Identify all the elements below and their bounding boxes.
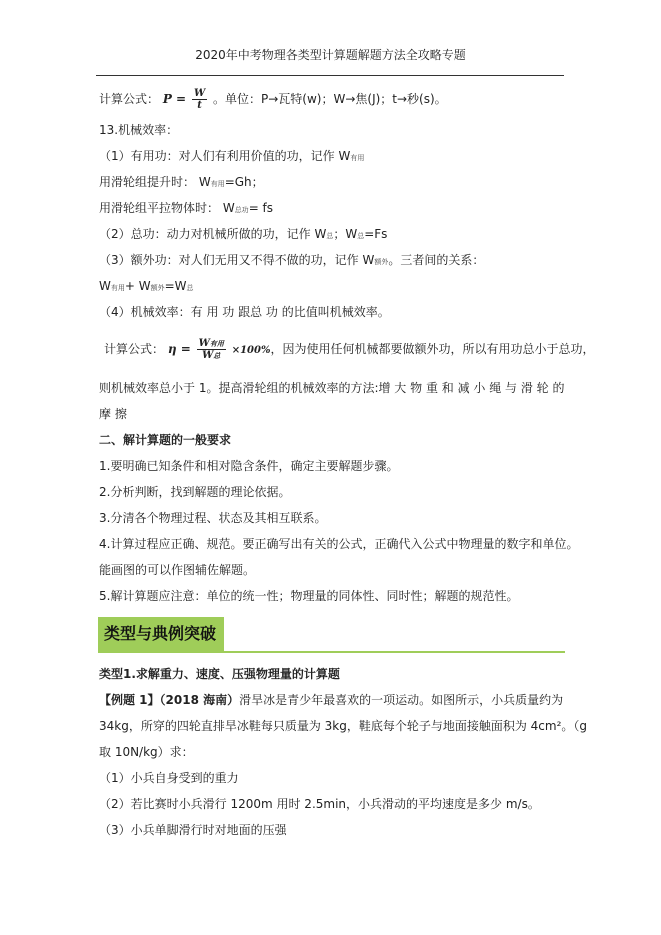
relation-line: [99, 278, 194, 296]
power-formula-line: [99, 88, 447, 111]
eta-formula-label: 计算公式：: [104, 342, 165, 356]
requirement-item: 能画图的可以作图辅佐解题。: [99, 563, 256, 577]
total-work-def: [99, 226, 387, 244]
eta-denominator: [197, 350, 226, 361]
eta-numerator: [197, 338, 226, 350]
example-line-2: 34kg，所穿的四轮直排旱冰鞋每只质量为 3kg，鞋底每个轮子与地面接触面积为 4cm²。（g: [99, 719, 588, 733]
requirement-item: 4.计算过程应正确、规范。要正确写出有关的公式，正确代入公式中物理量的数字和单位。: [99, 537, 579, 551]
question-1: （1）小兵自身受到的重力: [99, 771, 239, 785]
requirement-item: 1.要明确已知条件和相对隐含条件，确定主要解题步骤。: [99, 459, 399, 473]
relation-plus: + W: [124, 279, 151, 293]
pull-label: 用滑轮组平拉物体时： W: [99, 201, 235, 215]
requirement-item: 2.分析判断，找到解题的理论依据。: [99, 485, 291, 499]
efficiency-title: 13.机械效率：: [99, 123, 179, 137]
formula-label: 计算公式：: [99, 92, 160, 106]
power-units: 。单位：P→瓦特(w)；W→焦(J)；t→秒(s)。: [213, 92, 447, 106]
useful-work-def: [99, 148, 364, 166]
eta-formula-tail: ，因为使用任何机械都要做额外功，所以有用功总小于总功，: [270, 342, 595, 356]
useful-work-text: （1）有用功：对人们有利用价值的功，记作 W: [99, 149, 351, 163]
section-banner: 类型与典例突破: [98, 617, 224, 651]
fraction-denominator: t: [197, 100, 202, 111]
pull-equation: = fs: [248, 201, 274, 215]
relation-sub-2: 额外: [150, 284, 165, 292]
efficiency-continue-2: 摩 擦: [99, 407, 127, 421]
relation-sub-1: 有用: [110, 284, 125, 292]
lift-equation: =Gh；: [224, 175, 264, 189]
pull-subscript: 总功: [234, 206, 249, 214]
total-work-text: （2）总功：动力对机械所做的功，记作 W: [99, 227, 327, 241]
efficiency-continue-1: 则机械效率总小于 1。提高滑轮组的机械效率的方法:增 大 物 重 和 减 小 绳 与 滑 轮 的: [99, 381, 565, 395]
example-text-1: 滑旱冰是青少年最喜欢的一项运动。如图所示，小兵质量约为: [239, 693, 564, 707]
extra-work-def: [99, 252, 484, 270]
question-3: （3）小兵单脚滑行时对地面的压强: [99, 823, 287, 837]
relation-w1: W: [99, 279, 111, 293]
extra-tail: 。三者间的关系：: [388, 253, 485, 267]
extra-work-text: （3）额外功：对人们无用又不得不做的功，记作 W: [99, 253, 375, 267]
pull-line: [99, 200, 273, 218]
fraction-numerator: W: [193, 88, 206, 99]
total-subscript-1: 总: [326, 232, 334, 240]
requirements-heading: 二、解计算题的一般要求: [99, 433, 232, 447]
question-2: （2）若比赛时小兵滑行 1200m 用时 2.5min，小兵滑动的平均速度是多少 m/s。: [99, 797, 540, 811]
eta-den-w: W: [202, 350, 214, 361]
eta-percent: ×100%: [231, 345, 271, 356]
eta-fraction: [197, 338, 226, 361]
banner-underline: [98, 651, 565, 653]
eta-num-sub: 有用: [209, 339, 224, 348]
efficiency-ratio-def: （4）机械效率：有 用 功 跟总 功 的比值叫机械效率。: [99, 305, 390, 319]
eta-den-sub: 总: [213, 351, 221, 360]
eta-symbol: η =: [167, 342, 191, 356]
example-line-3: 取 10N/kg）求：: [99, 745, 194, 759]
formula-lhs: P =: [162, 92, 187, 106]
total-mid: ；W: [333, 227, 358, 241]
type1-heading: 类型1.求解重力、速度、压强物理量的计算题: [99, 667, 340, 681]
header-divider: [96, 75, 564, 76]
extra-subscript: 额外: [374, 258, 389, 266]
lift-subscript: 有用: [210, 180, 225, 188]
useful-subscript: 有用: [350, 154, 365, 162]
requirement-item: 5.解计算题应注意：单位的统一性；物理量的同体性、同时性；解题的规范性。: [99, 589, 519, 603]
total-subscript-2: 总: [357, 232, 365, 240]
requirement-item: 3.分清各个物理过程、状态及其相互联系。: [99, 511, 327, 525]
relation-eq: =W: [164, 279, 187, 293]
power-fraction: [192, 88, 207, 111]
efficiency-formula-line: [104, 338, 594, 361]
lift-label: 用滑轮组提升时： W: [99, 175, 211, 189]
page-header-title: 2020年中考物理各类型计算题解题方法全攻略专题: [195, 48, 466, 62]
example-source: （2018 海南）: [159, 693, 240, 707]
total-equation: =Fs: [364, 227, 388, 241]
example-line-1: [99, 692, 563, 708]
eta-num-w: W: [198, 338, 210, 349]
lift-line: [99, 174, 264, 192]
example-tag: 【例题 1】: [99, 693, 160, 707]
relation-sub-3: 总: [186, 284, 194, 292]
